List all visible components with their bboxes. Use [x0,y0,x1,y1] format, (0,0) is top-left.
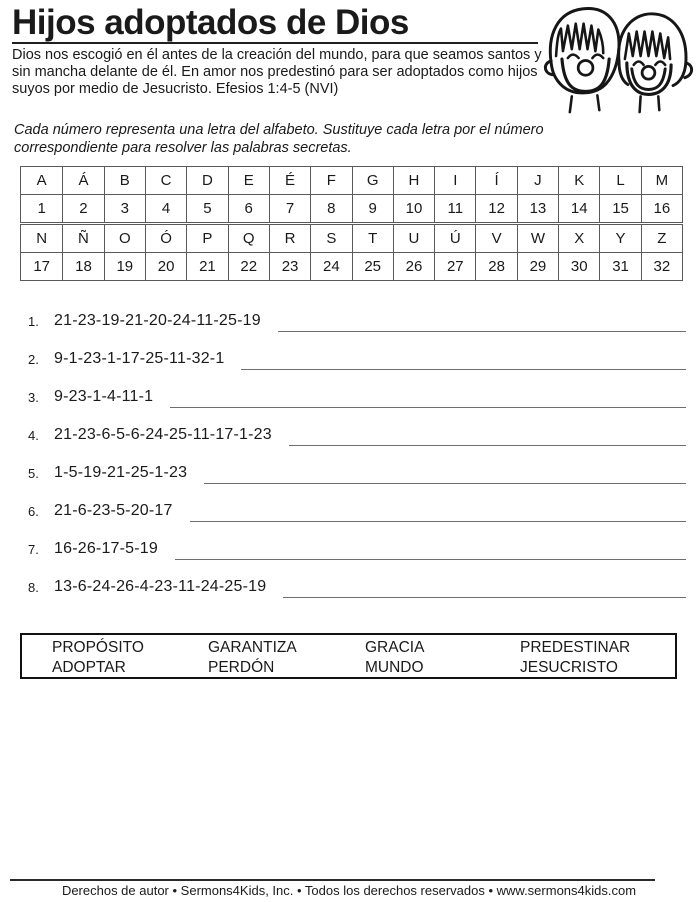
cipher-number-cell: 8 [310,194,351,222]
puzzle-item [28,311,686,349]
cipher-number-cell: 27 [434,252,475,280]
cipher-letter-cell: X [558,225,599,252]
cipher-letter-cell: W [517,225,558,252]
cipher-numbers-row-1 [21,194,682,222]
cipher-number-cell: 28 [475,252,516,280]
cipher-letter-cell: G [352,167,393,194]
puzzle-code: 21-6-23-5-20-17 [54,502,173,519]
cipher-number-cell: 29 [517,252,558,280]
puzzle-number: 7. [28,542,39,557]
cipher-letter-cell: K [558,167,599,194]
puzzle-item [28,425,686,463]
cipher-letter-cell: V [475,225,516,252]
puzzle-code: 9-1-23-1-17-25-11-32-1 [54,350,225,367]
cipher-letter-cell: N [36,230,48,247]
cipher-number-cell: 10 [393,194,434,222]
cipher-number-cell: 15 [599,194,640,222]
cipher-number-cell: 13 [517,194,558,222]
cipher-number-cell: 9 [352,194,393,222]
word-bank-word: JESUCRISTO [520,659,618,676]
cipher-letter-cell: E [228,167,269,194]
puzzle-item [28,463,686,501]
cipher-letter-cell: B [104,167,145,194]
cipher-number-cell: 1 [21,194,62,222]
cipher-letter-cell: Í [475,167,516,194]
page-title: Hijos adoptados de Dios [12,3,409,42]
cipher-number-cell: 31 [599,252,640,280]
cipher-letter-cell: Y [599,225,640,252]
cipher-number-cell: 11 [434,194,475,222]
word-bank-word: GARANTIZA [208,639,297,656]
word-bank-box [20,633,677,679]
cipher-number-cell: 7 [269,194,310,222]
answer-blank[interactable] [170,387,686,408]
puzzle-code: 21-23-6-5-6-24-25-11-17-1-23 [54,426,272,443]
cipher-number-cell: 12 [475,194,516,222]
cipher-letter-cell: J [517,167,558,194]
cipher-number-cell: 5 [186,194,227,222]
answer-blank[interactable] [278,311,686,332]
cipher-number-cell: 24 [310,252,351,280]
cipher-letter-cell: D [186,167,227,194]
puzzle-number: 4. [28,428,39,443]
cipher-letter-cell: P [186,225,227,252]
scripture-intro: Dios nos escogió en él antes de la creación del mundo, para que seamos santos y sin mancha delante de él. En amor nos predestinó para ser adoptados como hijos suyos por medio de Jesucristo. Efesios 1:4-5 (NVI) [12,47,542,97]
cipher-number-cell: 20 [145,252,186,280]
cipher-letters-row-1 [21,167,682,194]
puzzle-code: 9-23-1-4-11-1 [54,388,154,405]
cipher-letter-cell: Ó [145,225,186,252]
cipher-letter-cell: É [269,167,310,194]
cipher-letter-cell: I [434,167,475,194]
word-bank-row-2 [22,658,675,678]
cipher-letter-cell: L [599,167,640,194]
cipher-letter-cell: T [352,225,393,252]
cipher-number-cell: 18 [62,252,103,280]
puzzle-code: 21-23-19-21-20-24-11-25-19 [54,312,261,329]
cipher-number-cell: 21 [186,252,227,280]
puzzle-number: 6. [28,504,39,519]
puzzle-number: 8. [28,580,39,595]
cipher-number-cell: 4 [145,194,186,222]
cipher-number-cell: 30 [558,252,599,280]
cipher-letter-cell: R [269,225,310,252]
cipher-number-cell: 6 [228,194,269,222]
cipher-letter-cell: Á [62,167,103,194]
cipher-letter-cell: U [393,225,434,252]
cipher-letter-cell: F [310,167,351,194]
answer-blank[interactable] [204,463,686,484]
puzzle-instructions: Cada número representa una letra del alfabeto. Sustituye cada letra por el número correspondiente para resolver las palabras secretas. [14,122,544,156]
word-bank-word: PROPÓSITO [52,639,144,656]
cipher-letter-cell: O [104,225,145,252]
cipher-number-cell: 19 [104,252,145,280]
cipher-number-cell: 3 [104,194,145,222]
cipher-table-bottom [20,224,683,281]
puzzle-item [28,577,686,615]
answer-blank[interactable] [190,501,686,522]
cipher-letter-cell: H [393,167,434,194]
cipher-letter-cell: M [641,167,682,194]
cipher-number-cell: 16 [641,194,682,222]
cipher-letter-cell: Z [641,225,682,252]
cipher-letter-cell: S [310,225,351,252]
cipher-number-cell: 23 [269,252,310,280]
cipher-letter-cell: C [145,167,186,194]
puzzle-number: 5. [28,466,39,481]
puzzle-code: 16-26-17-5-19 [54,540,158,557]
cipher-letter-cell: Q [228,225,269,252]
cipher-number-cell: 14 [558,194,599,222]
cipher-number-cell: 22 [228,252,269,280]
puzzle-item [28,501,686,539]
cipher-letter-cell: Ñ [62,225,103,252]
puzzle-item [28,539,686,577]
answer-blank[interactable] [289,425,686,446]
puzzle-item [28,387,686,425]
puzzle-number: 3. [28,390,39,405]
cipher-number-cell: 32 [641,252,682,280]
footer-divider [10,879,655,881]
cipher-letters-row-2 [21,225,682,252]
cipher-number-cell: 26 [393,252,434,280]
word-bank-word: ADOPTAR [52,659,126,676]
title-underline [12,42,538,44]
word-bank-word: PREDESTINAR [520,639,631,656]
cipher-number-cell: 2 [62,194,103,222]
puzzle-code: 13-6-24-26-4-23-11-24-25-19 [54,578,267,595]
cipher-number-cell: 25 [352,252,393,280]
answer-blank[interactable] [175,539,686,560]
cipher-numbers-row-2 [21,252,682,280]
puzzle-number: 2. [28,352,39,367]
answer-blank[interactable] [283,577,686,598]
word-bank-row-1 [22,638,675,658]
copyright-text: Derechos de autor • Sermons4Kids, Inc. • Todos los derechos reservados • www.sermons4kids.com [61,883,637,898]
answer-blank[interactable] [241,349,686,370]
word-bank-word: GRACIA [365,639,425,656]
word-bank-word: PERDÓN [208,659,275,676]
kids-faces-illustration-icon [540,2,696,118]
cipher-letter-cell: Ú [434,225,475,252]
puzzle-item [28,349,686,387]
puzzle-number: 1. [28,314,39,329]
cipher-table-top [20,166,683,223]
puzzle-code: 1-5-19-21-25-1-23 [54,464,188,481]
cipher-letter-cell: A [36,172,47,189]
word-bank-word: MUNDO [365,659,424,676]
puzzle-list [28,311,686,615]
cipher-number-cell: 17 [21,252,62,280]
